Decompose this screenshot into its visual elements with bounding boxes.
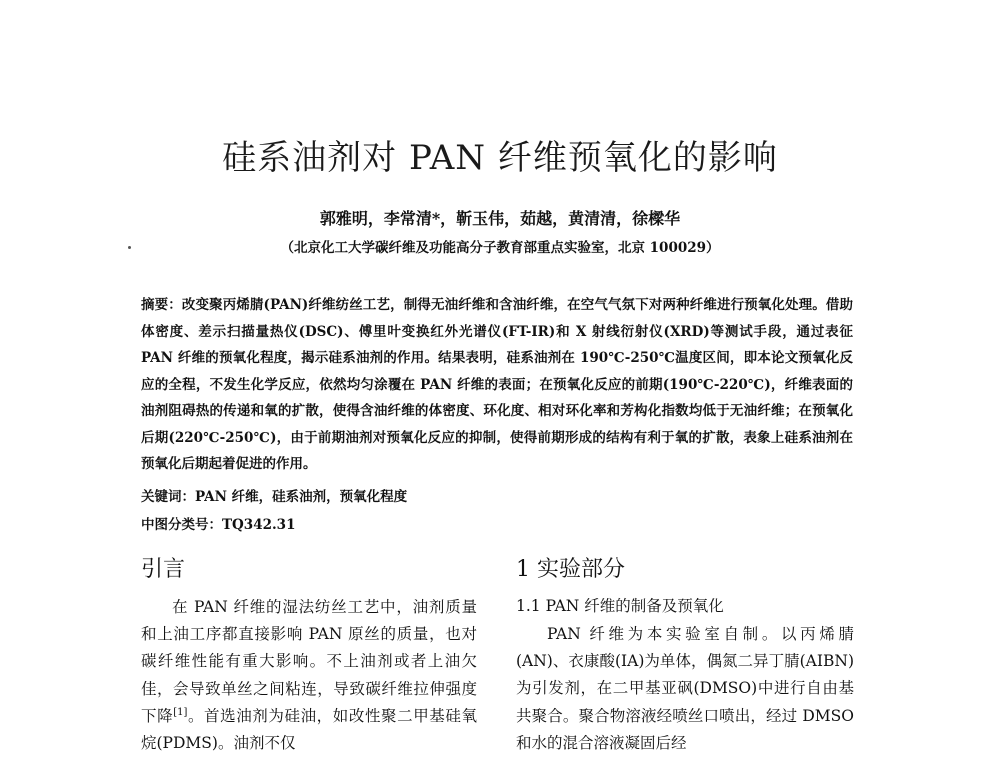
- classification-label: 中图分类号：: [141, 517, 222, 533]
- abstract-block: [141, 292, 853, 478]
- classification-line: [141, 513, 295, 533]
- intro-heading: 引言: [141, 557, 186, 582]
- experimental-heading: 1 实验部分: [516, 557, 625, 582]
- scan-speck: [128, 246, 131, 249]
- experimental-paragraph: PAN 纤维为本实验室自制。以丙烯腈(AN)、衣康酸(IA)为单体，偶氮二异丁腈(AIBN)为引发剂，在二甲基亚砜(DMSO)中进行自由基共聚合。聚合物溶液经喷丝口喷出，经过 DMSO 和水的混合溶液凝固后经: [516, 625, 854, 752]
- intro-text-b: 。首选油剂为硅油，如改性聚二甲基硅氧烷(PDMS)。油剂不仅: [141, 706, 477, 753]
- paper-title: 硅系油剂对 PAN 纤维预氧化的影响: [222, 138, 778, 178]
- abstract-text: 改变聚丙烯腈(PAN)纤维纺丝工艺，制得无油纤维和含油纤维，在空气气氛下对两种纤维进行预氧化处理。借助体密度、差示扫描量热仪(DSC)、傅里叶变换红外光谱仪(FT-IR)和 X 射线衍射仪(XRD)等测试手段，通过表征 PAN 纤维的预氧化程度，揭示硅系油剂的作用。结果表明，硅系油剂在 190℃-250℃温度区间，即本论文预氧化反应的全程，不发生化学反应，依然均匀涂覆在 PAN 纤维的表面；在预氧化反应的前期(190℃-220℃)，纤维表面的油剂阻碍热的传递和氧的扩散，使得含油纤维的体密度、环化度、相对环化率和芳构化指数均低于无油纤维；在预氧化后期(220℃-250℃)，由于前期油剂对预氧化反应的抑制，使得前期形成的结构有利于氧的扩散，表象上硅系油剂在预氧化后期起着促进的作用。: [141, 297, 853, 472]
- keywords-text: PAN 纤维，硅系油剂，预氧化程度: [195, 489, 408, 505]
- citation-ref[interactable]: [1]: [173, 706, 188, 718]
- classification-text: TQ342.31: [222, 517, 296, 533]
- intro-paragraph: [141, 594, 477, 757]
- intro-text-a: 在 PAN 纤维的湿法纺丝工艺中，油剂质量和上油工序都直接影响 PAN 原丝的质量，也对碳纤维性能有重大影响。不上油剂或者上油欠佳，会导致单丝之间粘连，导致碳纤维拉伸强度下降: [141, 598, 477, 725]
- keywords-line: [141, 485, 407, 505]
- abstract-label: 摘要：: [141, 297, 182, 313]
- affiliation: （北京化工大学碳纤维及功能高分子教育部重点实验室，北京 100029）: [280, 240, 720, 256]
- keywords-label: 关键词：: [141, 489, 195, 505]
- intro-column: [141, 594, 477, 757]
- experimental-column: [516, 621, 854, 757]
- author-list: 郭雅明，李常清*，靳玉伟，茹越，黄清清，徐樑华: [319, 209, 681, 228]
- experimental-subheading: 1.1 PAN 纤维的制备及预氧化: [516, 597, 724, 615]
